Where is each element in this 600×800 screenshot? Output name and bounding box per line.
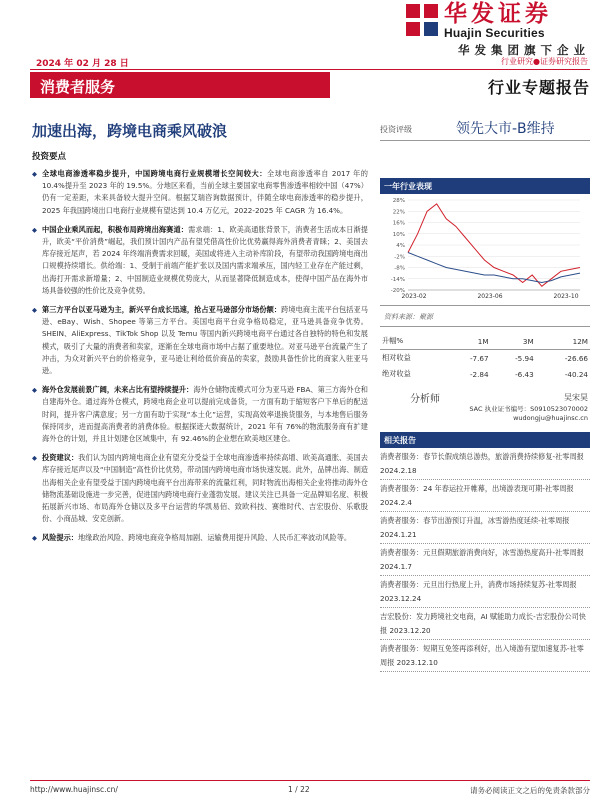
group-name: 华发集团旗下企业: [458, 43, 590, 57]
performance-heading: 一年行业表现: [380, 178, 590, 194]
sidebar-column: [380, 178, 590, 672]
related-report-link[interactable]: 吉宏股份：发力跨境社交电商，AI 赋能助力成长-吉宏股份公司快报 2023.12.20: [380, 608, 590, 640]
related-report-link[interactable]: 消费者服务：元旦假期旅游消费向好，冰雪游热度高升-社零周报 2024.1.7: [380, 544, 590, 576]
paragraph-body: 全球电商渗透率自 2017 年的 10.4%提升至 2023 年的 19.5%。分地区来看，当前全球主要国家电商零售渗透率相较中国（47%）仍有一定差距，未来具备较大提升空间。根据艾瑞咨询数据预计，伴随全球电商渗透率的稳步提升，2025 年我国跨境出口电商行业规模有望达到 10.4 万亿元，2022-2025 年 CAGR 为 16.4%。: [42, 169, 368, 215]
performance-chart: [380, 194, 590, 306]
paragraph-body: 需求端：1、欧美高通胀背景下，消费者生活成本日渐提升，欧美“平价消费”崛起，我们预计国内产品有望凭借高性价比优势赢得海外消费者青睐；2、美国去库存接近尾声，若 2024 年终端消费需求回暖，美国或将进入主动补库阶段，有望带动我国跨境电商出口规模持续增长。供给端：1、受制于前端产能扩张以及国内需求端承压，国内轻工业存在产能过剩，出海打开需求新增量；2、中国制造业规模优势庞大，从而显著降低制造成本，使得中国产品在海外市场具备较强的性价比及竞争优势。: [42, 224, 368, 295]
sector-banner: [30, 72, 330, 98]
related-report-link[interactable]: 消费者服务：春节出游预订升温，冰雪游热度延续-社零周报 2024.1.21: [380, 512, 590, 544]
table-row: [380, 350, 590, 367]
summary-paragraph: [32, 452, 368, 525]
paragraph-lead: 风险提示：: [42, 533, 78, 543]
sector-name: 消费者服务: [40, 78, 116, 96]
page-footer: [30, 780, 590, 796]
analyst-block: [380, 390, 590, 426]
table-cell: 相对收益: [382, 353, 411, 362]
footer-url[interactable]: http://www.huajinsc.cn/: [30, 785, 118, 794]
rating-divider: [380, 140, 590, 141]
table-header-cell: 12M: [536, 333, 590, 350]
analyst-name: 吴宋昊: [564, 393, 588, 402]
table-header-row: [380, 333, 590, 350]
logo-mark-icon: [404, 2, 440, 38]
logo-cn-text: 华发证券: [444, 0, 552, 27]
related-report-link[interactable]: 消费者服务：24 年春运拉开帷幕，出境游表现可期-社零周报 2024.2.4: [380, 480, 590, 512]
table-cell: -5.94: [515, 353, 534, 363]
summary-paragraph: [32, 304, 368, 377]
table-header-cell: 1M: [445, 333, 490, 350]
related-heading: 相关报告: [380, 432, 590, 448]
table-header-cell: 升幅%: [380, 333, 445, 350]
chart-x-tick-label: 2023-10: [553, 293, 579, 300]
page-number: 1 / 22: [288, 785, 310, 794]
logo-en-text: Huajin Securities: [444, 26, 545, 40]
paragraph-body: 跨境电商主流平台包括亚马逊、eBay、Wish、Shopee 等第三方平台。美国电商平台竞争格局稳定，亚马逊具备竞争优势。SHEIN、AliExpress、TikTok Shop 以及 Temu 等国内新兴跨境电商平台通过各自独特的特色和发展模式，吸引了大量的消费者和卖家，逐渐在全球电商市场中占据了重要地位。对亚马逊平台流量产生了冲击，为众对新兴平台的价格竞争，亚马逊让利给低价商品的卖家，鼓励具备性价比的商家入驻亚马逊。: [42, 305, 368, 376]
summary-paragraph: [32, 168, 368, 217]
research-tag: 行业研究●证券研究报告: [501, 57, 588, 66]
chart-y-tick-label: 10%: [392, 231, 405, 238]
table-header-cell: 3M: [491, 333, 536, 350]
summary-paragraph: [32, 224, 368, 297]
paragraph-lead: 第三方平台以亚马逊为主，新兴平台成长迅速，抢占亚马逊部分市场份额：: [42, 305, 282, 315]
chart-x-tick-label: 2023-06: [477, 293, 503, 300]
analyst-role: 分析师: [410, 394, 440, 405]
rating-label: 投资评级: [380, 125, 412, 134]
related-report-link[interactable]: 消费者服务：元旦出行热度上升，消费市场持续复苏-社零周报 2023.12.24: [380, 576, 590, 608]
paragraph-lead: 海外仓发展前景广阔，未来占比有望持续提升：: [42, 385, 194, 395]
chart-y-tick-label: -2%: [394, 254, 405, 261]
table-row: [380, 366, 590, 382]
table-cell: -26.66: [564, 353, 588, 363]
report-date: 2024 年 02 月 28 日: [36, 59, 129, 69]
paragraph-body: 海外仓储物流模式可分为亚马逊 FBA、第三方海外仓和自建海外仓。通过海外仓模式，跨境电商企业可以提前完成备货，一方面有助于缩短客户下单后的配送时间，提升客户满意度；另一方面有助于实现“本土化”运营，实现高效率退换货服务，与本地售后服务保持同步，进而提高消费者的消费体验。根据探迹大数据统计，2021 年有 76%的物流服务商有扩建海外仓的计划，并且计划建仓区域集中，有 92.46%的企业想在欧美地区建仓。: [42, 385, 368, 444]
paragraph-body: 地缘政治风险、跨境电商竞争格局加剧、运输费用提升风险、人民币汇率波动风险等。: [77, 533, 352, 543]
paragraph-lead: 投资建议：: [42, 453, 79, 463]
report-type: 行业专题报告: [487, 78, 590, 97]
chart-y-tick-label: 28%: [392, 198, 405, 204]
analyst-email[interactable]: wudongju@huajinsc.cn: [513, 414, 588, 422]
paragraph-lead: 中国企业乘风而起，积极布局跨境出海赛道：: [42, 224, 189, 234]
date-bar: [30, 56, 590, 70]
table-cell: -7.67: [469, 353, 489, 363]
summary-paragraph: [32, 384, 368, 445]
rating-value: 领先大市-B维持: [456, 121, 555, 137]
paragraph-body: 我们认为国内跨境电商企业有望充分受益于全球电商渗透率持续高增、欧美高通胀、美国去库存接近尾声以及“中国制造”高性价比优势，带动国内跨境电商市场快速发展。此外，品牌出海、制造出海相关企业有望受益于国内跨境电商平台出海带来的流量红利，同时物流出海相关企业将推动海外仓储物流基础设施进一步完善，促进国内跨境电商行业蓬勃发展。建议关注已具备一定品牌知名度、积极拓展新兴市场、布局海外仓储以及多平台运营的华凯易佰、致欧科技、赛维时代、吉宏股份、乐歌股份、小商品城、安克创新。: [42, 453, 368, 524]
table-cell: -2.84: [469, 369, 489, 379]
table-cell: -6.43: [515, 369, 534, 379]
chart-y-tick-label: -8%: [394, 265, 405, 272]
performance-chart-svg: [380, 194, 590, 306]
report-title: 加速出海，跨境电商乘风破浪: [32, 122, 228, 140]
footer-disclaimer: 请务必阅读正文之后的免责条款部分: [470, 786, 590, 795]
company-logo: [404, 2, 594, 40]
chart-y-tick-label: 4%: [396, 243, 405, 249]
related-report-link[interactable]: 消费者服务：春节长假成绩总游热，旅游消费持续修复-社零周报 2024.2.18: [380, 448, 590, 480]
summary-column: [32, 150, 368, 552]
chart-y-tick-label: -14%: [390, 276, 405, 283]
summary-heading: 投资要点: [32, 152, 67, 162]
table-cell: -40.24: [564, 369, 588, 379]
chart-y-tick-label: -20%: [390, 288, 405, 294]
sector-band: [30, 72, 590, 98]
chart-source: 资料来源：聚源: [380, 306, 590, 327]
related-report-link[interactable]: 消费者服务：短期互免签再添利好，出入境游有望加速复苏-社零周报 2023.12.10: [380, 640, 590, 672]
summary-paragraph: [32, 532, 368, 544]
table-cell: 绝对收益: [382, 369, 411, 378]
paragraph-lead: 全球电商渗透率稳步提升，中国跨境电商行业规模增长空间较大：: [42, 169, 267, 178]
chart-y-tick-label: 16%: [392, 220, 405, 227]
chart-x-tick-label: 2023-02: [401, 293, 427, 300]
chart-y-tick-label: 22%: [392, 209, 405, 216]
analyst-sac: SAC 执业证书编号：S0910523070002: [469, 405, 588, 413]
performance-table: [380, 333, 590, 382]
